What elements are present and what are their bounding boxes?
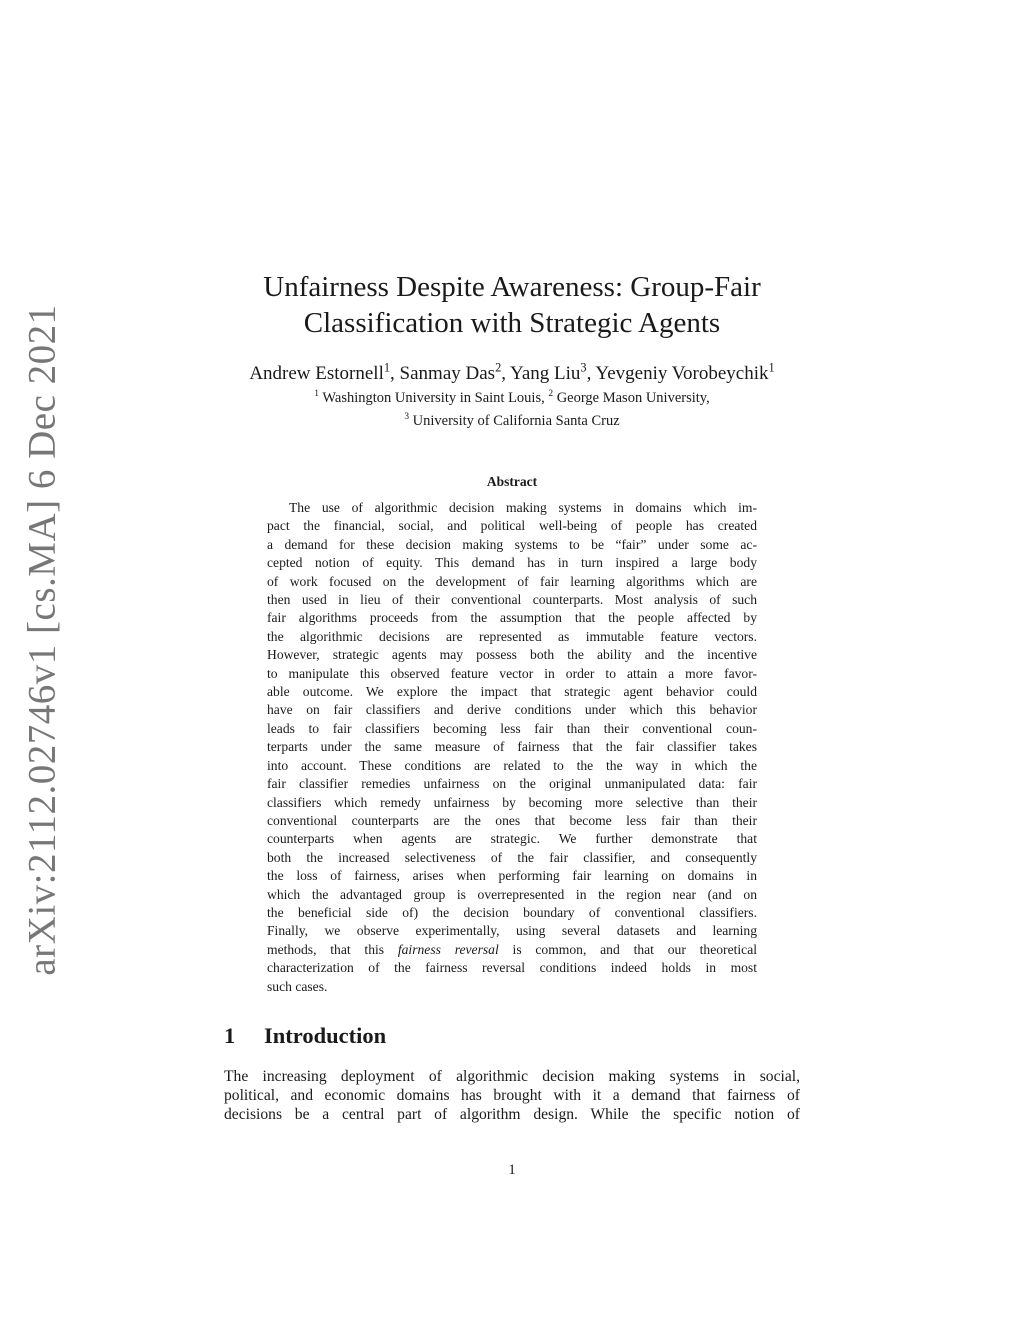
text-line: which the advantaged group is overrepresented in the region near (and on: [267, 886, 757, 902]
affiliation: Washington University in Saint Louis,: [322, 390, 545, 406]
title-line: Classification with Strategic Agents: [303, 307, 721, 339]
text-line: Finally, we observe experimentally, using several datasets and learning: [267, 923, 757, 939]
author-name: Sanmay Das: [399, 363, 496, 384]
text-line: The use of algorithmic decision making systems in domains which im-: [289, 500, 757, 515]
text-line: the loss of fairness, arises when performing fair learning on domains in: [267, 868, 757, 884]
title-line: Unfairness Despite Awareness: Group-Fair: [263, 271, 761, 303]
text-line: a demand for these decision making systems to be “fair” under some ac-: [267, 536, 757, 552]
text-line: into account. These conditions are related to the the way in which the: [267, 757, 757, 773]
affiliation: University of California Santa Cruz: [412, 413, 620, 429]
text-segment: methods, that this: [267, 941, 398, 957]
affiliations-line: [0, 413, 1024, 430]
text-line: characterization of the fairness reversal conditions indeed holds in most: [267, 960, 757, 976]
section-title: Introduction: [264, 1023, 387, 1048]
text-line: the beneficial side of) the decision boundary of conventional classifiers.: [267, 904, 757, 920]
text-line: fair algorithms proceeds from the assumption that the people affected by: [267, 610, 757, 626]
affiliations-line: [0, 390, 1024, 407]
author-list: Andrew Estornell$^1$, Sanmay Das$^2$, Yang Liu$^3$, Yevgeniy Vorobeychik$^1$: [249, 360, 775, 384]
text-line: fair classifier remedies unfairness on the original unmanipulated data: fair: [267, 776, 757, 792]
text-line: counterparts when agents are strategic. We further demonstrate that: [267, 831, 757, 847]
introduction-body: [224, 1067, 800, 1125]
text-line: leads to fair classifiers becoming less fair than their conventional coun-: [267, 720, 757, 736]
text-line: However, strategic agents may possess both the ability and the incentive: [267, 647, 757, 663]
text-line: then used in lieu of their conventional counterparts. Most analysis of such: [267, 592, 757, 608]
text-line: terparts under the same measure of fairness that the fair classifier takes: [267, 739, 757, 755]
affiliation: George Mason University,: [556, 390, 710, 406]
text-line: such cases.: [267, 978, 328, 994]
author-name: Andrew Estornell: [249, 363, 384, 384]
affiliation-number: 2: [548, 389, 554, 400]
affiliation-marker: 3: [580, 360, 587, 375]
text-line: pact the financial, social, and political well-being of people has created: [267, 518, 757, 534]
affiliation-number: 3: [404, 412, 410, 423]
text-line: both the increased selectiveness of the fair classifier, and consequently: [267, 849, 757, 865]
text-line: conventional counterparts are the ones that become less fair than their: [267, 812, 757, 828]
text-line: able outcome. We explore the impact that strategic agent behavior could: [267, 684, 757, 700]
text-line: of work focused on the development of fair learning algorithms which are: [267, 573, 757, 589]
text-line: political, and economic domains has brought with it a demand that fairness of: [224, 1087, 800, 1105]
emphasized-term: fairness reversal: [397, 941, 499, 957]
section-number: 1: [224, 1023, 236, 1048]
text-line: decisions be a central part of algorithm design. While the specific notion of: [224, 1106, 800, 1124]
text-line: [267, 941, 757, 959]
affiliation-marker: 1: [383, 360, 391, 375]
affiliation-marker: 1: [768, 360, 775, 375]
abstract-heading: Abstract: [486, 474, 538, 489]
author-name: Yang Liu: [510, 363, 581, 384]
text-line: The increasing deployment of algorithmic decision making systems in social,: [224, 1068, 800, 1085]
text-line: the algorithmic decisions are represented as immutable feature vectors.: [267, 628, 757, 644]
text-line: classifiers which remedy unfairness by becoming more selective than their: [267, 794, 757, 810]
abstract-body: [267, 499, 757, 996]
author-name: Yevgeniy Vorobeychik: [595, 363, 769, 384]
affiliation-number: 1: [314, 389, 319, 400]
text-line: have on fair classifiers and derive conditions under which this behavior: [267, 702, 757, 718]
text-segment: is common, and that our theoretical: [498, 941, 758, 957]
text-line: cepted notion of equity. This demand has in turn inspired a large body: [267, 555, 757, 571]
text-line: to manipulate this observed feature vector in order to attain a more favor-: [267, 665, 757, 681]
section-heading: [224, 1023, 386, 1049]
page-number: 1: [508, 1162, 516, 1178]
affiliation-marker: 2: [495, 360, 502, 375]
arxiv-identifier-stamp: arXiv:2112.02746v1 [cs.MA] 6 Dec 2021: [20, 304, 64, 976]
paper-title: [0, 269, 1024, 341]
